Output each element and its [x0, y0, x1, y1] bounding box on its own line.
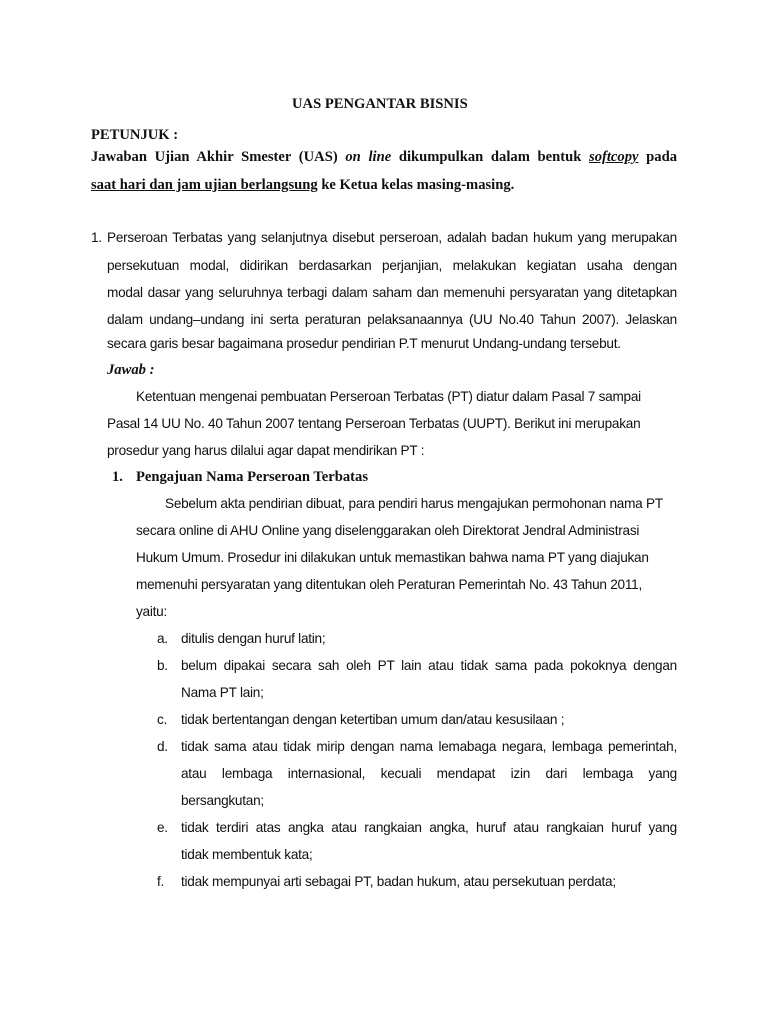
step-paragraph-line: secara online di AHU Online yang diselenggarakan oleh Direktorat Jendral Administrasi [136, 523, 640, 538]
question-line: Perseroan Terbatas yang selanjutnya disebut perseroan, adalah badan hukum yang merupakan [107, 230, 677, 245]
step-paragraph-line: Hukum Umum. Prosedur ini dilakukan untuk memastikan bahwa nama PT yang diajukan [136, 550, 649, 565]
list-item-line: Nama PT lain; [181, 685, 264, 700]
question-line: secara garis besar bagaimana prosedur pendirian P.T menurut Undang-undang tersebut. [107, 336, 621, 351]
step-heading: Pengajuan Nama Perseroan Terbatas [136, 469, 369, 485]
question-line: modal dasar yang seluruhnya terbagi dalam saham dan memenuhi persyaratan yang ditetapkan [107, 285, 677, 300]
list-item-marker: b. [157, 658, 168, 673]
answer-intro-line: prosedur yang harus dilalui agar dapat mendirikan PT : [107, 443, 425, 458]
step-paragraph-line: yaitu: [136, 604, 167, 619]
list-item-marker: e. [157, 820, 168, 835]
instruction-line-2: saat hari dan jam ujian berlangsung ke Ketua kelas masing-masing. [91, 177, 515, 193]
list-item-line: ditulis dengan huruf latin; [181, 631, 326, 646]
step-number: 1. [112, 469, 123, 485]
question-line: dalam undang–undang ini serta peraturan pelaksanaannya (UU No.40 Tahun 2007). Jelaskan [107, 312, 677, 327]
list-item-line: tidak mempunyai arti sebagai PT, badan hukum, atau persekutuan perdata; [181, 874, 616, 889]
step-paragraph-line: memenuhi persyaratan yang ditentukan oleh Peraturan Pemerintah No. 43 Tahun 2011, [136, 577, 642, 592]
list-item-marker: d. [157, 739, 168, 754]
list-item-line: tidak bertentangan dengan ketertiban umum dan/atau kesusilaan ; [181, 712, 565, 727]
list-item-line: tidak membentuk kata; [181, 847, 313, 862]
list-item-marker: f. [157, 874, 165, 889]
list-item-line: belum dipakai secara sah oleh PT lain atau tidak sama pada pokoknya dengan [181, 658, 677, 673]
petunjuk-label: PETUNJUK : [91, 127, 179, 143]
list-item-line: tidak terdiri atas angka atau rangkaian angka, huruf atau rangkaian huruf yang [181, 820, 677, 835]
answer-intro-line: Pasal 14 UU No. 40 Tahun 2007 tentang Perseroan Terbatas (UUPT). Berikut ini merupakan [107, 416, 641, 431]
answer-label: Jawab : [107, 362, 155, 378]
list-item-line: bersangkutan; [181, 793, 264, 808]
document-title: UAS PENGANTAR BISNIS [292, 96, 468, 112]
list-item-marker: a. [157, 631, 168, 646]
answer-intro-line: Ketentuan mengenai pembuatan Perseroan Terbatas (PT) diatur dalam Pasal 7 sampai [136, 389, 641, 404]
question-line: persekutuan modal, didirikan berdasarkan perjanjian, melakukan kegiatan usaha dengan [107, 258, 677, 273]
list-item-line: atau lembaga internasional, kecuali mendapat izin dari lembaga yang [181, 766, 677, 781]
instruction-line-1: Jawaban Ujian Akhir Smester (UAS) on line dikumpulkan dalam bentuk softcopy pada [91, 149, 677, 165]
list-item-line: tidak sama atau tidak mirip dengan nama lemabaga negara, lembaga pemerintah, [181, 739, 677, 754]
step-paragraph-line: Sebelum akta pendirian dibuat, para pendiri harus mengajukan permohonan nama PT [165, 496, 663, 511]
question-number: 1. [91, 230, 102, 245]
list-item-marker: c. [157, 712, 168, 727]
